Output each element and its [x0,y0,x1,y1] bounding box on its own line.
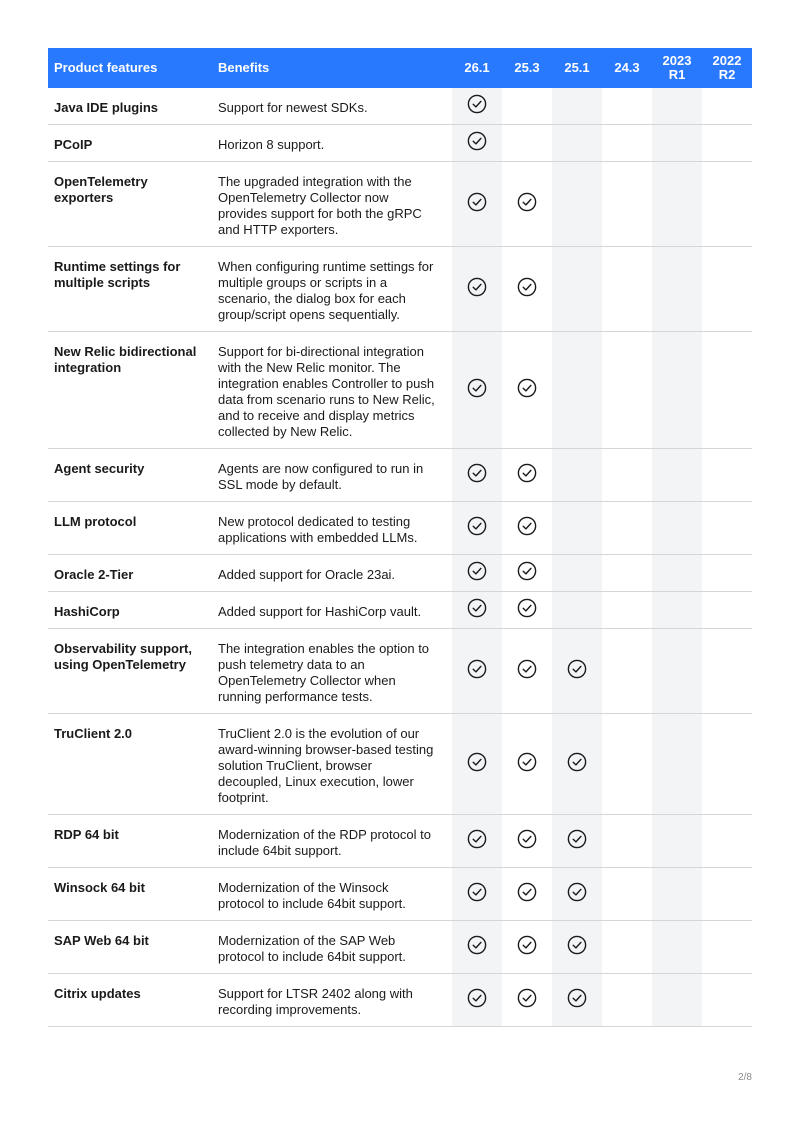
check-circle-icon [467,752,487,772]
version-cell [502,868,552,921]
version-cell [552,714,602,815]
check-circle-icon [567,659,587,679]
feature-name: Runtime settings for multiple scripts [48,247,212,332]
check-circle-icon [567,882,587,902]
header-features: Product features [48,48,212,88]
version-cell [552,125,602,162]
version-cell [652,921,702,974]
version-cell [552,502,602,555]
check-circle-icon [517,378,537,398]
version-cell [502,162,552,247]
feature-name: Java IDE plugins [48,88,212,125]
check-circle-icon [467,94,487,114]
version-cell [602,125,652,162]
version-cell [452,502,502,555]
feature-name: OpenTelemetry exporters [48,162,212,247]
version-cell [502,449,552,502]
version-cell [652,162,702,247]
version-cell [452,921,502,974]
version-cell [502,629,552,714]
version-cell [702,332,752,449]
version-cell [552,629,602,714]
version-cell [652,125,702,162]
check-circle-icon [517,516,537,536]
header-version: 2023 R1 [652,48,702,88]
version-cell [452,449,502,502]
version-cell [602,629,652,714]
version-cell [552,868,602,921]
check-circle-icon [517,829,537,849]
feature-name: Agent security [48,449,212,502]
version-cell [602,592,652,629]
version-cell [652,88,702,125]
table-body [48,88,752,1027]
feature-benefit: The integration enables the option to push telemetry data to an OpenTelemetry Collector when running performance tests. [212,629,452,714]
version-cell [452,332,502,449]
table-row [48,449,752,502]
feature-benefit: Support for LTSR 2402 along with recording improvements. [212,974,452,1027]
feature-benefit: TruClient 2.0 is the evolution of our award-winning browser-based testing solution TruClient, browser decoupled, Linux execution, lower footprint. [212,714,452,815]
version-cell [552,449,602,502]
version-cell [452,592,502,629]
feature-benefit: New protocol dedicated to testing applications with embedded LLMs. [212,502,452,555]
table-row [48,247,752,332]
feature-benefit: Modernization of the Winsock protocol to include 64bit support. [212,868,452,921]
version-cell [702,162,752,247]
version-cell [602,449,652,502]
feature-name: Observability support, using OpenTelemetry [48,629,212,714]
table-row [48,974,752,1027]
check-circle-icon [517,277,537,297]
check-circle-icon [517,192,537,212]
feature-name: LLM protocol [48,502,212,555]
feature-benefit: When configuring runtime settings for multiple groups or scripts in a scenario, the dialog box for each group/script opens sequentially. [212,247,452,332]
version-cell [502,592,552,629]
version-cell [552,592,602,629]
version-cell [502,88,552,125]
check-circle-icon [467,829,487,849]
table-row [48,555,752,592]
version-cell [452,868,502,921]
check-circle-icon [467,935,487,955]
feature-name: Oracle 2-Tier [48,555,212,592]
version-cell [652,449,702,502]
check-circle-icon [467,882,487,902]
feature-benefit: Support for bi-directional integration with the New Relic monitor. The integration enables Controller to push data from scenario runs to New Relic, and to receive and display metrics collected by New Relic. [212,332,452,449]
version-cell [552,162,602,247]
feature-benefit: Added support for HashiCorp vault. [212,592,452,629]
feature-benefit: Added support for Oracle 23ai. [212,555,452,592]
check-circle-icon [467,131,487,151]
feature-name: Winsock 64 bit [48,868,212,921]
check-circle-icon [517,988,537,1008]
version-cell [502,332,552,449]
check-circle-icon [467,988,487,1008]
check-circle-icon [467,561,487,581]
version-cell [702,125,752,162]
version-cell [652,714,702,815]
version-cell [452,125,502,162]
table-header-row [48,48,752,88]
feature-benefit: The upgraded integration with the OpenTelemetry Collector now provides support for both the gRPC and HTTP exporters. [212,162,452,247]
table-row [48,502,752,555]
feature-name: New Relic bidirectional integration [48,332,212,449]
check-circle-icon [567,935,587,955]
check-circle-icon [467,277,487,297]
version-cell [652,974,702,1027]
header-version: 25.1 [552,48,602,88]
version-cell [502,555,552,592]
header-version: 26.1 [452,48,502,88]
feature-table-container [48,48,752,1027]
version-cell [452,555,502,592]
check-circle-icon [517,598,537,618]
version-cell [702,921,752,974]
version-cell [602,502,652,555]
version-cell [502,974,552,1027]
table-row [48,125,752,162]
check-circle-icon [567,752,587,772]
feature-benefit: Modernization of the RDP protocol to include 64bit support. [212,815,452,868]
version-cell [552,88,602,125]
version-cell [602,921,652,974]
check-circle-icon [517,752,537,772]
version-cell [602,88,652,125]
version-cell [452,162,502,247]
feature-name: Citrix updates [48,974,212,1027]
version-cell [652,815,702,868]
table-row [48,714,752,815]
feature-name: HashiCorp [48,592,212,629]
check-circle-icon [467,463,487,483]
version-cell [602,162,652,247]
check-circle-icon [467,378,487,398]
version-cell [602,247,652,332]
version-cell [652,555,702,592]
version-cell [502,815,552,868]
version-cell [502,125,552,162]
check-circle-icon [517,463,537,483]
version-cell [552,555,602,592]
table-row [48,868,752,921]
version-cell [652,868,702,921]
check-circle-icon [567,829,587,849]
version-cell [702,449,752,502]
version-cell [652,629,702,714]
version-cell [602,332,652,449]
version-cell [502,921,552,974]
version-cell [702,247,752,332]
version-cell [452,88,502,125]
version-cell [602,555,652,592]
version-cell [552,974,602,1027]
feature-name: RDP 64 bit [48,815,212,868]
version-cell [602,815,652,868]
version-cell [452,629,502,714]
version-cell [702,714,752,815]
version-cell [602,868,652,921]
version-cell [652,332,702,449]
header-version: 25.3 [502,48,552,88]
version-cell [702,815,752,868]
table-row [48,629,752,714]
version-cell [652,592,702,629]
table-row [48,332,752,449]
version-cell [702,592,752,629]
version-cell [452,815,502,868]
header-benefits: Benefits [212,48,452,88]
version-cell [702,868,752,921]
version-cell [702,974,752,1027]
check-circle-icon [467,598,487,618]
feature-name: PCoIP [48,125,212,162]
version-cell [602,714,652,815]
feature-name: TruClient 2.0 [48,714,212,815]
version-cell [652,502,702,555]
check-circle-icon [517,882,537,902]
version-cell [552,332,602,449]
check-circle-icon [467,192,487,212]
check-circle-icon [467,516,487,536]
table-row [48,592,752,629]
version-cell [702,502,752,555]
version-cell [702,555,752,592]
version-cell [702,629,752,714]
check-circle-icon [517,935,537,955]
feature-benefit: Agents are now configured to run in SSL mode by default. [212,449,452,502]
table-row [48,815,752,868]
version-cell [552,247,602,332]
version-cell [502,247,552,332]
table-row [48,921,752,974]
feature-name: SAP Web 64 bit [48,921,212,974]
version-cell [452,247,502,332]
feature-comparison-table [48,48,752,1027]
check-circle-icon [467,659,487,679]
version-cell [552,921,602,974]
page-number: 2/8 [738,1072,752,1083]
feature-benefit: Support for newest SDKs. [212,88,452,125]
version-cell [502,714,552,815]
feature-benefit: Modernization of the SAP Web protocol to include 64bit support. [212,921,452,974]
header-version: 24.3 [602,48,652,88]
version-cell [552,815,602,868]
table-row [48,162,752,247]
check-circle-icon [567,988,587,1008]
table-row [48,88,752,125]
version-cell [602,974,652,1027]
version-cell [452,974,502,1027]
check-circle-icon [517,561,537,581]
version-cell [702,88,752,125]
feature-benefit: Horizon 8 support. [212,125,452,162]
version-cell [502,502,552,555]
check-circle-icon [517,659,537,679]
header-version: 2022 R2 [702,48,752,88]
version-cell [452,714,502,815]
version-cell [652,247,702,332]
